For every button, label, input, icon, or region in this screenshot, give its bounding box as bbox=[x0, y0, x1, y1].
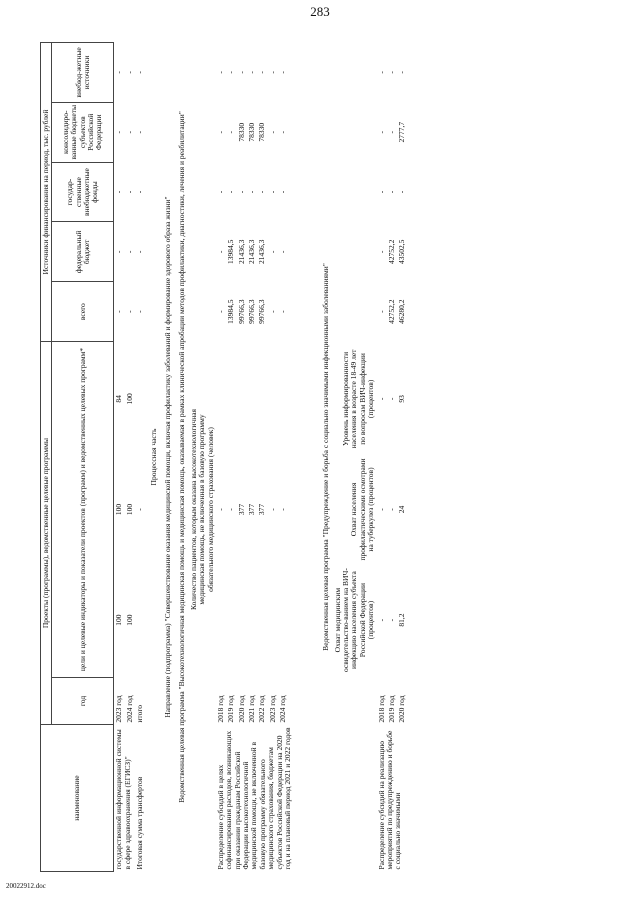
row-name: государственной информационной системы в сфере здравоохранения (ЕГИСЗ)" bbox=[114, 729, 132, 870]
indicator-value: - bbox=[278, 508, 288, 511]
process-part-heading: Процессная часть bbox=[148, 428, 158, 486]
cell-state-funds: - bbox=[124, 190, 134, 194]
cell-federal: - bbox=[267, 250, 277, 254]
cell-federal: 42752,2 bbox=[386, 239, 396, 265]
cell-total: 99766,3 bbox=[257, 299, 267, 324]
header-extrabudget: внебюд-жетные источники bbox=[52, 43, 114, 103]
row-year: 2018 год bbox=[376, 695, 386, 723]
cell-total: 99766,3 bbox=[247, 299, 257, 324]
cell-consolidated: - bbox=[226, 130, 236, 134]
cell-extrabudget: - bbox=[278, 71, 288, 74]
table-row bbox=[135, 43, 145, 872]
direction-heading: Направление (подпрограмма) "Совершенствование оказания медицинской помощи, включая профилактику заболеваний и формирование здорового образа жизни" bbox=[162, 196, 172, 718]
indicator-value: - bbox=[376, 397, 386, 401]
header-state-funds: государ-ственные внебюджетные фонды bbox=[52, 162, 114, 222]
row-name: Итоговая сумма трансфертов bbox=[135, 776, 145, 870]
cell-federal: - bbox=[135, 250, 145, 254]
goal-value: 84 bbox=[114, 395, 124, 403]
cell-consolidated: - bbox=[376, 130, 386, 134]
row-year: 2023 год bbox=[114, 695, 124, 723]
vcp1-row-name: Распределение субсидий в целях софинансирования расходов, возникающих при оказании гражданам Российской Федерации высокотехнологичной медицинской помощи, не включенной в базовую программу обязательного медицинского страхования, бюджетам субъектов Российской Федерации на 2020 год и на плановый период 2021 и 2022 годов bbox=[215, 727, 293, 870]
cell-consolidated: - bbox=[267, 130, 277, 134]
header-consolidated: консолидиро-ванные бюджеты субъектов Российской Федерации bbox=[52, 102, 114, 162]
indicator-value: - bbox=[226, 508, 236, 511]
header-name: наименование bbox=[41, 725, 114, 872]
cell-state-funds: - bbox=[267, 190, 277, 194]
cell-extrabudget: - bbox=[247, 71, 257, 74]
cell-consolidated: 78330 bbox=[236, 122, 246, 142]
cell-state-funds: - bbox=[386, 190, 396, 194]
cell-consolidated: - bbox=[215, 130, 225, 134]
row-year: 2018 год bbox=[215, 695, 225, 723]
vcp2-indicator-2: Охват населения профилактическими осмотрами на туберкулез (процентов) bbox=[349, 458, 376, 561]
page-number: 283 bbox=[310, 4, 330, 19]
cell-consolidated: - bbox=[114, 130, 124, 134]
cell-consolidated: - bbox=[124, 130, 134, 134]
cell-state-funds: - bbox=[247, 190, 257, 194]
table-row bbox=[377, 43, 387, 872]
row-year: 2023 год bbox=[267, 695, 277, 723]
cell-total: - bbox=[114, 310, 124, 313]
cell-state-funds: - bbox=[114, 190, 124, 194]
row-year: итого bbox=[135, 705, 145, 723]
indicator-value: - bbox=[215, 508, 225, 511]
header-total: всего bbox=[52, 282, 114, 342]
cell-federal: - bbox=[376, 250, 386, 254]
cell-total: - bbox=[278, 310, 288, 313]
indicator-value: - bbox=[386, 618, 396, 622]
cell-state-funds: - bbox=[215, 190, 225, 194]
row-year: 2019 год bbox=[226, 695, 236, 723]
cell-consolidated: 78330 bbox=[257, 122, 267, 142]
indicator-value: 377 bbox=[247, 503, 257, 516]
cell-federal: 21436,3 bbox=[247, 239, 257, 265]
goal-value bbox=[136, 565, 144, 676]
cell-federal: 13984,5 bbox=[226, 239, 236, 265]
header-financing-group: Источники финансирования на период, тыс. рублей bbox=[41, 43, 52, 342]
goal-value: 100 bbox=[124, 393, 134, 405]
header-federal: федеральный бюджет bbox=[52, 222, 114, 282]
header-year: год bbox=[52, 677, 114, 724]
cell-extrabudget: - bbox=[397, 71, 407, 74]
vcp1-indicator: Количество пациентов, которым оказана высокотехнологичная медицинская помощь, не включенная в базовую программу обязательного медицинского страхования (человек) bbox=[188, 408, 215, 610]
cell-extrabudget: - bbox=[215, 71, 225, 74]
cell-consolidated: 2777,7 bbox=[397, 121, 407, 143]
cell-extrabudget: - bbox=[236, 71, 246, 74]
cell-extrabudget: - bbox=[124, 71, 134, 74]
goal-value bbox=[136, 344, 144, 455]
cell-state-funds: - bbox=[376, 190, 386, 194]
cell-federal: 21436,3 bbox=[257, 239, 267, 265]
cell-total: 99766,3 bbox=[236, 299, 246, 324]
indicator-value: - bbox=[376, 618, 386, 622]
vcp2-row-name: Распределение субсидий на реализацию мероприятий по предупреждению и борьбе с социально значимыми bbox=[376, 730, 403, 870]
cell-consolidated: - bbox=[278, 130, 288, 134]
header-goals: цели и целевые индикаторы и показатели проектов (программ) и ведомственных целевых программ* bbox=[52, 342, 114, 678]
footer-filename: 20022912.doc bbox=[6, 882, 46, 890]
cell-total: - bbox=[376, 310, 386, 313]
cell-federal: - bbox=[215, 250, 225, 254]
vcp2-heading: Ведомственная целевая программа "Предупреждение и борьба с социально значимыми инфекционными заболеваниями" bbox=[321, 263, 331, 651]
cell-extrabudget: - bbox=[114, 71, 124, 74]
cell-state-funds: - bbox=[278, 190, 288, 194]
cell-consolidated: 78330 bbox=[247, 122, 257, 142]
header-projects-group: Проекты (программы), ведомственные целевые программы bbox=[41, 342, 52, 725]
goal-value: - bbox=[135, 508, 145, 511]
cell-federal: - bbox=[124, 250, 134, 254]
cell-federal: - bbox=[114, 250, 124, 254]
indicator-value: 81,2 bbox=[397, 613, 407, 627]
indicator-value: 377 bbox=[236, 503, 246, 516]
cell-federal: - bbox=[278, 250, 288, 254]
vcp2-indicator-3: Уровень информированности населения в возрасте 18-49 лет по вопросам ВИЧ-инфекции (процентов) bbox=[341, 349, 376, 449]
goal-value: 100 bbox=[124, 614, 134, 626]
indicator-value: - bbox=[386, 397, 396, 401]
row-year: 2019 год bbox=[386, 695, 396, 723]
cell-total: - bbox=[124, 310, 134, 313]
indicator-value: 377 bbox=[257, 503, 267, 516]
row-year: 2024 год bbox=[278, 695, 288, 723]
indicator-value: - bbox=[386, 508, 396, 511]
row-year: 2021 год bbox=[247, 695, 257, 723]
cell-extrabudget: - bbox=[226, 71, 236, 74]
cell-total: 46280,2 bbox=[397, 299, 407, 324]
cell-extrabudget: - bbox=[267, 71, 277, 74]
cell-state-funds: - bbox=[135, 190, 145, 194]
indicator-value: 24 bbox=[397, 505, 407, 514]
vcp2-indicator-1: Охват медицинским освидетельство-ванием на ВИЧ-инфекцию населения субъекта Российской Федерации (процентов) bbox=[332, 568, 376, 672]
cell-state-funds: - bbox=[226, 190, 236, 194]
table-row bbox=[114, 43, 125, 872]
row-year: 2020 год bbox=[236, 695, 246, 723]
cell-total: - bbox=[215, 310, 225, 313]
cell-consolidated: - bbox=[135, 130, 145, 134]
cell-extrabudget: - bbox=[386, 71, 396, 74]
vcp1-heading: Ведомственная целевая программа "Высокотехнологичная медицинская помощь и медицинская помощь, оказываемая в рамках клинической апробации методов профилактики, диагностики, лечения и реабилитации" bbox=[177, 111, 187, 803]
cell-state-funds: - bbox=[236, 190, 246, 194]
cell-total: - bbox=[135, 310, 145, 313]
goal-value: 100 bbox=[114, 503, 124, 516]
rotated-table-page bbox=[40, 42, 620, 872]
cell-total: 42752,2 bbox=[386, 299, 396, 324]
row-year: 2024 год bbox=[124, 695, 134, 723]
cell-extrabudget: - bbox=[376, 71, 386, 74]
cell-extrabudget: - bbox=[135, 71, 145, 74]
cell-total: - bbox=[267, 310, 277, 313]
indicator-value: - bbox=[376, 508, 386, 511]
table-row bbox=[216, 43, 226, 872]
cell-total: 13984,5 bbox=[226, 299, 236, 324]
cell-extrabudget: - bbox=[257, 71, 267, 74]
cell-federal: 43502,5 bbox=[397, 239, 407, 265]
row-year: 2022 год bbox=[257, 695, 267, 723]
indicator-value: - bbox=[267, 508, 277, 511]
financing-table bbox=[40, 42, 408, 872]
goal-value: 100 bbox=[114, 614, 124, 626]
goal-value: 100 bbox=[124, 503, 134, 516]
cell-consolidated: - bbox=[386, 130, 396, 134]
cell-federal: 21436,3 bbox=[236, 239, 246, 265]
cell-state-funds: - bbox=[257, 190, 267, 194]
indicator-value: 93 bbox=[397, 395, 407, 403]
row-year: 2020 год bbox=[397, 695, 407, 723]
cell-state-funds: - bbox=[397, 190, 407, 194]
